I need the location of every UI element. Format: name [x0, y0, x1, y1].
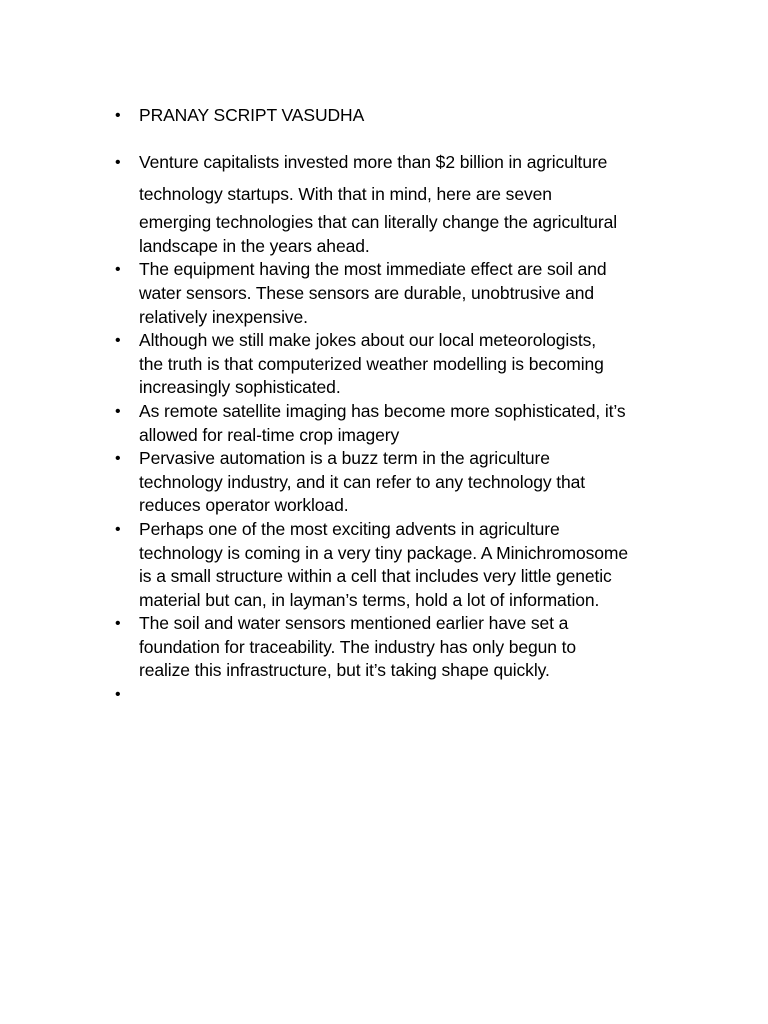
list-item-line: • As remote satellite imaging has become more sophisticated, it’s: [139, 400, 626, 421]
list-item-line: • The equipment having the most immediate effect are soil and: [139, 259, 607, 280]
list-item: [114, 151, 684, 259]
list-item-line: • Perhaps one of the most exciting advents in agriculture: [139, 518, 560, 539]
list-item-line: emerging technologies that can literally change the agricultural: [139, 212, 618, 233]
list-item-line: landscape in the years ahead.: [139, 235, 370, 256]
list-item-line: • Venture capitalists invested more than $2 billion in agriculture: [139, 151, 608, 172]
list-item-line: increasingly sophisticated.: [139, 377, 341, 398]
list-item-line: technology is coming in a very tiny package. A Minichromosome: [139, 542, 629, 563]
list-item-line: realize this infrastructure, but it’s taking shape quickly.: [139, 660, 550, 681]
list-item: [114, 258, 684, 329]
bullet-list: [114, 104, 684, 707]
list-item-line: allowed for real-time crop imagery: [139, 424, 400, 445]
list-item-line: technology industry, and it can refer to any technology that: [139, 471, 586, 492]
list-item-line: • PRANAY SCRIPT VASUDHA: [139, 105, 365, 125]
list-item-line: the truth is that computerized weather modelling is becoming: [139, 353, 604, 374]
list-item: [114, 612, 684, 683]
list-item: [114, 400, 684, 447]
list-item-line: is a small structure within a cell that includes very little genetic: [139, 566, 612, 587]
list-item-empty: [114, 683, 684, 707]
list-item-line: foundation for traceability. The industry has only begun to: [139, 636, 577, 657]
list-item: [114, 447, 684, 518]
list-item-line: relatively inexpensive.: [139, 306, 308, 327]
list-item-line: reduces operator workload.: [139, 495, 349, 516]
list-item-line: technology startups. With that in mind, here are seven: [139, 184, 552, 205]
list-item-line: • Pervasive automation is a buzz term in the agriculture: [139, 448, 550, 469]
list-item-line: • The soil and water sensors mentioned earlier have set a: [139, 613, 569, 634]
list-item: [114, 329, 684, 400]
list-item: [114, 104, 684, 128]
list-item: [114, 518, 684, 612]
list-item-line: material but can, in layman’s terms, hold a lot of information.: [139, 589, 600, 610]
list-item-line: • Although we still make jokes about our local meteorologists,: [139, 330, 597, 351]
list-item-line: water sensors. These sensors are durable, unobtrusive and: [139, 282, 595, 303]
